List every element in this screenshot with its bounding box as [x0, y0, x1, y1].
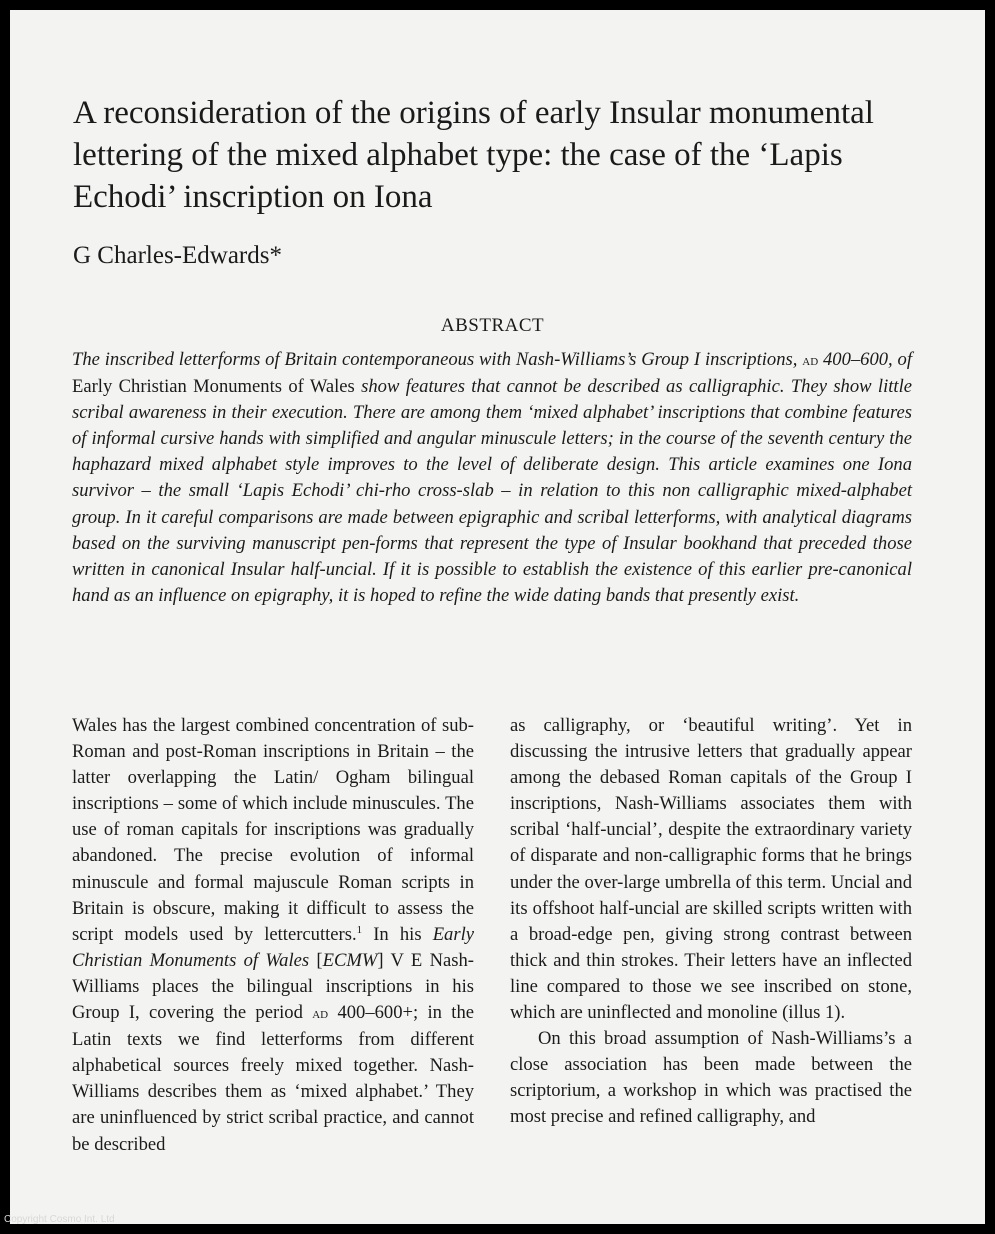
book-abbreviation: ECMW — [322, 949, 378, 971]
footnote-marker[interactable]: 1 — [356, 923, 363, 936]
body-left-seg1: Wales has the largest combined concentration of sub-Roman and post-Roman inscriptions in Britain – the latter overlapping the Latin/ Ogham bilingual inscriptions – some of which include minuscules. The use of roman capitals for inscriptions was gradually abandoned. The precise evolution of informal minuscule and formal majuscule Roman scripts in Britain is obscure, making it difficult to assess the script models used by lettercutters. — [72, 715, 474, 945]
abstract-seg1: The inscribed letterforms of Britain contemporaneous with Nash-Williams’s Group I inscriptions, — [72, 349, 803, 370]
article-author: G Charles-Edwards* — [73, 242, 282, 269]
journal-page — [10, 10, 985, 1224]
abstract-text — [72, 347, 912, 609]
book-title-ref: Early Christian Monuments of Wales — [72, 923, 474, 971]
abstract-heading: ABSTRACT — [440, 315, 545, 336]
body-left-seg5: 400–600+; in the Latin texts we find letterforms from different alphabetical sources freely mixed together. Nash-Williams describes them as ‘mixed alphabet.’ They are uninfluenced by strict scribal practice, and cannot be described — [72, 1002, 474, 1155]
body-left-seg2: In his — [362, 923, 433, 945]
abstract-seg3: show features that cannot be described as calligraphic. They show little scribal awareness in their execution. There are among them ‘mixed alphabet’ inscriptions that combine features of informal cursive hands with simplified and angular minuscule letters; in the course of the seventh century the haphazard mixed alphabet style improves to the level of deliberate design. This article examines one Iona survivor – the small ‘Lapis Echodi’ chi-rho cross-slab – in relation to this non calligraphic mixed-alphabet group. In it careful comparisons are made between epigraphic and scribal letterforms, with analytical diagrams based on the surviving manuscript pen-forms that represent the type of Insular bookhand that preceded those written in canonical Insular half-uncial. If it is possible to establish the existence of this earlier pre-canonical hand as an influence on epigraphy, it is hoped to refine the wide dating bands that presently exist. — [72, 376, 912, 606]
era-marker: ad — [312, 1006, 329, 1023]
body-left-seg4: ] V E Nash-Williams places the bilingual inscriptions in his Group I, covering the period — [72, 949, 474, 1024]
copyright-watermark: Copyright Cosmo Int. Ltd — [4, 1214, 115, 1225]
body-left-seg3: [ — [309, 949, 323, 971]
article-title: A reconsideration of the origins of early Insular monumental lettering of the mixed alphabet type: the case of the ‘Lapis Echodi’ inscription on Iona — [73, 95, 874, 215]
body-paragraph: On this broad assumption of Nash-Williams’s a close association has been made between the scriptorium, a workshop in which was practised the most precise and refined calligraphy, and — [510, 1028, 912, 1128]
abstract-era: ad — [802, 353, 819, 369]
abstract-book-title: Early Christian Monuments of Wales — [72, 376, 355, 398]
body-paragraph: as calligraphy, or ‘beautiful writing’. Yet in discussing the intrusive letters that gradually appear among the debased Roman capitals of the Group I inscriptions, Nash-Williams associates them with scribal ‘half-uncial’, despite the extraordinary variety of disparate and non-calligraphic forms that he brings under the over-large umbrella of this term. Uncial and its offshoot half-uncial are skilled scripts written with a broad-edge pen, giving strong contrast between thick and thin strokes. Their letters have an inflected line compared to those we see inscribed on stone, which are uninflected and monoline (illus 1). — [510, 715, 912, 1024]
body-column-left — [72, 713, 474, 1158]
abstract-seg2: 400–600, of — [818, 349, 912, 370]
body-paragraph — [72, 713, 474, 1158]
body-column-right — [510, 713, 912, 1131]
